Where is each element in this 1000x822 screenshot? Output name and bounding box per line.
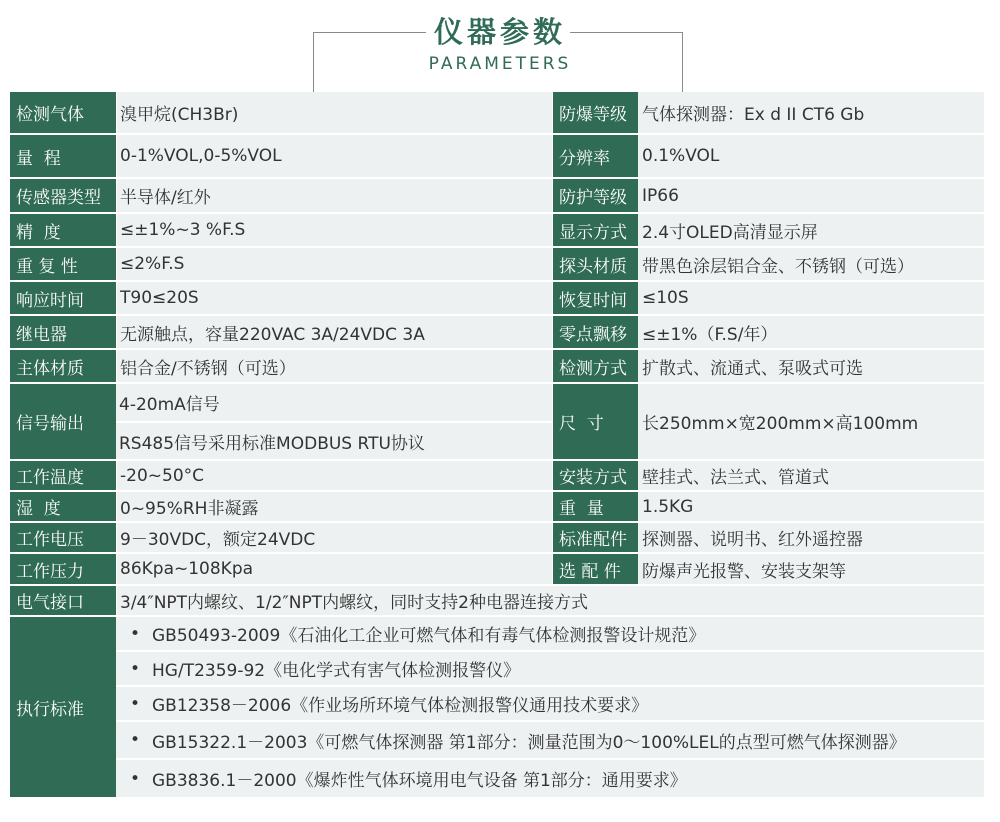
table-row <box>10 282 984 316</box>
param-value: 防爆声光报警、安装支架等 <box>642 561 846 582</box>
param-label: 标准配件 <box>552 523 638 552</box>
param-value: 扩散式、流通式、泵吸式可选 <box>642 358 863 379</box>
param-label: 防护等级 <box>552 179 638 212</box>
param-label: 重 量 <box>552 492 638 521</box>
standard-text: GB3836.1－2000《爆炸性气体环境用电气设备 第1部分：通用要求》 <box>152 771 687 791</box>
param-label: 电气接口 <box>10 586 116 615</box>
param-value: 0~95%RH非凝露 <box>116 492 552 521</box>
param-label: 分辨率 <box>552 135 638 177</box>
param-label: 安装方式 <box>552 461 638 490</box>
param-label: 湿 度 <box>10 492 116 521</box>
page-subtitle: PARAMETERS <box>428 54 572 74</box>
param-value: ≤2%F.S <box>116 248 552 280</box>
bullet-icon: • <box>130 768 141 789</box>
table-row <box>10 384 984 461</box>
param-label: 检测气体 <box>10 92 116 133</box>
param-value: 长250mm×宽200mm×高100mm <box>642 414 919 434</box>
list-item <box>116 760 984 797</box>
param-label: 显示方式 <box>552 214 638 246</box>
param-label: 继电器 <box>10 316 116 348</box>
param-value: 溴甲烷(CH3Br) <box>116 92 552 133</box>
param-label: 工作电压 <box>10 523 116 552</box>
list-item <box>116 687 984 720</box>
table-row <box>10 214 984 248</box>
page-title: 仪器参数 <box>433 15 566 49</box>
list-item <box>116 652 984 685</box>
table-row <box>10 350 984 384</box>
param-value: 1.5KG <box>642 496 694 517</box>
param-label: 精 度 <box>10 214 116 246</box>
param-label: 重 复 性 <box>10 248 116 280</box>
param-label: 响应时间 <box>10 282 116 314</box>
param-value: 0-1%VOL,0-5%VOL <box>116 135 552 177</box>
param-value: 无源触点，容量220VAC 3A/24VDC 3A <box>116 316 552 348</box>
param-value: 铝合金/不锈钢（可选） <box>116 350 552 382</box>
param-label: 传感器类型 <box>10 179 116 212</box>
param-label: 探头材质 <box>552 248 638 280</box>
param-label: 工作温度 <box>10 461 116 490</box>
param-value: ≤±1%（F.S/年） <box>642 324 778 345</box>
param-label: 零点飘移 <box>552 316 638 348</box>
table-row <box>10 248 984 282</box>
param-label: 信号输出 <box>10 384 116 459</box>
param-value: 2.4寸OLED高清显示屏 <box>642 222 818 243</box>
table-row <box>10 554 984 586</box>
param-value: ≤±1%~3 %F.S <box>116 214 552 246</box>
standard-text: GB15322.1－2003《可燃气体探测器 第1部分：测量范围为0～100%LEL的点型可燃气体探测器》 <box>152 732 906 753</box>
param-label: 工作压力 <box>10 554 116 584</box>
param-value: 86Kpa~108Kpa <box>116 554 552 584</box>
param-label: 选 配 件 <box>552 554 638 584</box>
param-value: 3/4″NPT内螺纹、1/2″NPT内螺纹，同时支持2种电器连接方式 <box>116 586 984 615</box>
param-value: 半导体/红外 <box>116 179 552 212</box>
param-value: 带黑色涂层铝合金、不锈钢（可选） <box>642 256 914 277</box>
table-row <box>10 461 984 492</box>
param-label: 执行标准 <box>10 617 116 797</box>
list-item <box>116 722 984 758</box>
table-row <box>10 179 984 214</box>
param-label: 恢复时间 <box>552 282 638 314</box>
param-value: 9－30VDC，额定24VDC <box>116 523 552 552</box>
standards-row <box>10 617 984 797</box>
param-value: T90≤20S <box>116 282 552 314</box>
standard-text: HG/T2359-92《电化学式有害气体检测报警仪》 <box>152 661 521 681</box>
bullet-icon: • <box>130 623 141 644</box>
table-row <box>10 523 984 554</box>
param-value: 0.1%VOL <box>642 146 720 166</box>
table-row <box>10 586 984 617</box>
param-label: 检测方式 <box>552 350 638 382</box>
table-row <box>10 92 984 135</box>
standard-text: GB50493-2009《石油化工企业可燃气体和有毒气体检测报警设计规范》 <box>152 626 706 646</box>
header <box>0 0 1000 92</box>
param-value: 壁挂式、法兰式、管道式 <box>642 468 829 488</box>
param-value: RS485信号采用标准MODBUS RTU协议 <box>119 433 425 454</box>
param-value: 4-20mA信号 <box>119 395 220 415</box>
param-label: 主体材质 <box>10 350 116 382</box>
table-row <box>10 135 984 179</box>
param-value: IP66 <box>642 185 679 206</box>
param-value: ≤10S <box>642 288 689 308</box>
bullet-icon: • <box>130 658 141 679</box>
param-value: -20~50°C <box>116 461 552 490</box>
bullet-icon: • <box>130 693 141 714</box>
param-label: 防爆等级 <box>552 92 638 133</box>
param-label: 量 程 <box>10 135 116 177</box>
parameters-table <box>10 92 984 797</box>
param-value: 探测器、说明书、红外遥控器 <box>642 530 863 550</box>
table-row <box>10 492 984 523</box>
table-row <box>10 316 984 350</box>
list-item <box>116 617 984 650</box>
param-value: 气体探测器：Ex d II CT6 Gb <box>642 105 865 125</box>
standard-text: GB12358－2006《作业场所环境气体检测报警仪通用技术要求》 <box>152 696 649 716</box>
param-label: 尺 寸 <box>552 384 638 459</box>
bullet-icon: • <box>130 730 141 750</box>
